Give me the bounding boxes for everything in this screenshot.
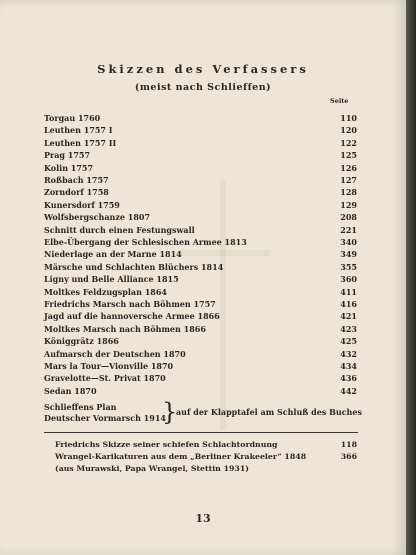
list-item [44,212,357,222]
list-item [44,324,357,334]
list-item-page: 421 [340,311,357,322]
list-item-title: Moltkes Feldzugsplan 1864 [44,286,167,297]
list-item-title: Wolfsbergschanze 1807 [44,212,151,223]
list-item-page: 425 [340,336,357,347]
list-item-page: 120 [340,125,357,136]
list-item-page: 423 [340,323,357,334]
list-item [44,163,357,173]
bracket-entry-line1: Schlieffens Plan [44,402,117,412]
list-item-title: Aufmarsch der Deutschen 1870 [44,348,186,359]
list-item-page: 125 [340,150,357,161]
list-item-title: Kolin 1757 [44,162,94,173]
list-item [44,225,357,235]
list-item-page: 208 [340,212,357,223]
list-item-title: Märsche und Schlachten Blüchers 1814 [44,261,224,272]
list-item-page: 110 [340,113,357,123]
bracket-entry-note: auf der Klapptafel am Schluß des Buches [176,407,362,417]
list-item-title: Moltkes Marsch nach Böhmen 1866 [44,323,206,334]
list-item-page: 126 [340,162,357,173]
list-item [44,138,357,148]
bracket-entry [44,398,374,426]
list-item-page: 128 [340,187,357,198]
list-item-title: Schnitt durch einen Festungswall [44,224,195,235]
list-item-title: Leuthen 1757 II [44,137,117,148]
list-item-title: Roßbach 1757 [44,175,109,185]
list-item-page: 340 [340,237,357,247]
list-item [44,150,357,160]
list-item [44,287,357,297]
page-number: 13 [195,512,211,525]
list-item-title: Prag 1757 [44,150,91,161]
list-item-page: 355 [340,261,357,272]
list-item-page: 122 [340,137,357,148]
list-item-title: Friedrichs Marsch nach Böhmen 1757 [44,299,216,309]
list-item-title: Leuthen 1757 I [44,125,113,136]
page-title: Skizzen des Verfassers [97,62,309,76]
list-item [44,187,357,197]
curly-brace-icon: } [162,398,178,426]
list-item-title: Mars la Tour—Vionville 1870 [44,361,174,371]
list-item-title: Königgrätz 1866 [44,336,119,347]
list-item-title: Ligny und Belle Alliance 1815 [44,274,179,285]
page-edge [406,0,416,555]
list-item-page: 436 [340,373,357,384]
list-item [55,440,357,450]
list-item [55,464,357,474]
list-item [44,361,357,371]
list-item [44,175,357,185]
list-item [44,311,357,321]
list-item-page: 411 [340,286,357,297]
list-item-title: Elbe-Übergang der Schlesischen Armee 1813 [44,237,247,247]
list-item [44,249,357,259]
list-item-page: 221 [340,224,357,235]
list-item-page: 416 [340,299,357,309]
list-item [44,262,357,272]
list-item [44,200,357,210]
list-item-page: 118 [340,440,357,449]
list-item [44,386,357,396]
bracket-entry-line2: Deutscher Vormarsch 1914 [44,413,166,423]
list-item-title: Kunersdorf 1759 [44,199,120,210]
list-item-title: Friedrichs Skizze seiner schiefen Schlachtordnung [55,440,278,449]
page-column-header: Seite [330,97,349,105]
list-item [44,349,357,359]
list-item [44,274,357,284]
list-item [44,299,357,309]
list-item [44,113,357,123]
list-item-title: Sedan 1870 [44,385,97,396]
list-item [44,336,357,346]
page-subtitle: (meist nach Schlieffen) [134,82,272,93]
list-item-page: 127 [340,175,357,185]
list-item-title: Torgau 1760 [44,113,101,123]
list-item-title: Gravelotte—St. Privat 1870 [44,373,166,384]
list-item-page: 360 [340,274,357,285]
list-item-page: 129 [340,199,357,210]
list-item-title: Niederlage an der Marne 1814 [44,249,182,260]
list-item [44,237,357,247]
list-item-title: (aus Murawski, Papa Wrangel, Stettin 1931) [55,464,249,473]
list-item [44,125,357,135]
list-item-page: 349 [340,249,357,260]
list-item-page: 442 [340,385,357,396]
list-item [55,452,357,462]
list-item-page: 366 [340,452,357,461]
list-item-title: Jagd auf die hannoversche Armee 1866 [44,311,220,322]
list-item-page: 432 [340,348,357,359]
list-item [44,373,357,383]
list-item-title: Wrangel-Karikaturen aus dem „Berliner Krakeeler“ 1848 [55,452,307,461]
list-item-page: 434 [340,361,357,371]
divider [44,432,358,433]
list-item-title: Zorndorf 1758 [44,187,109,198]
